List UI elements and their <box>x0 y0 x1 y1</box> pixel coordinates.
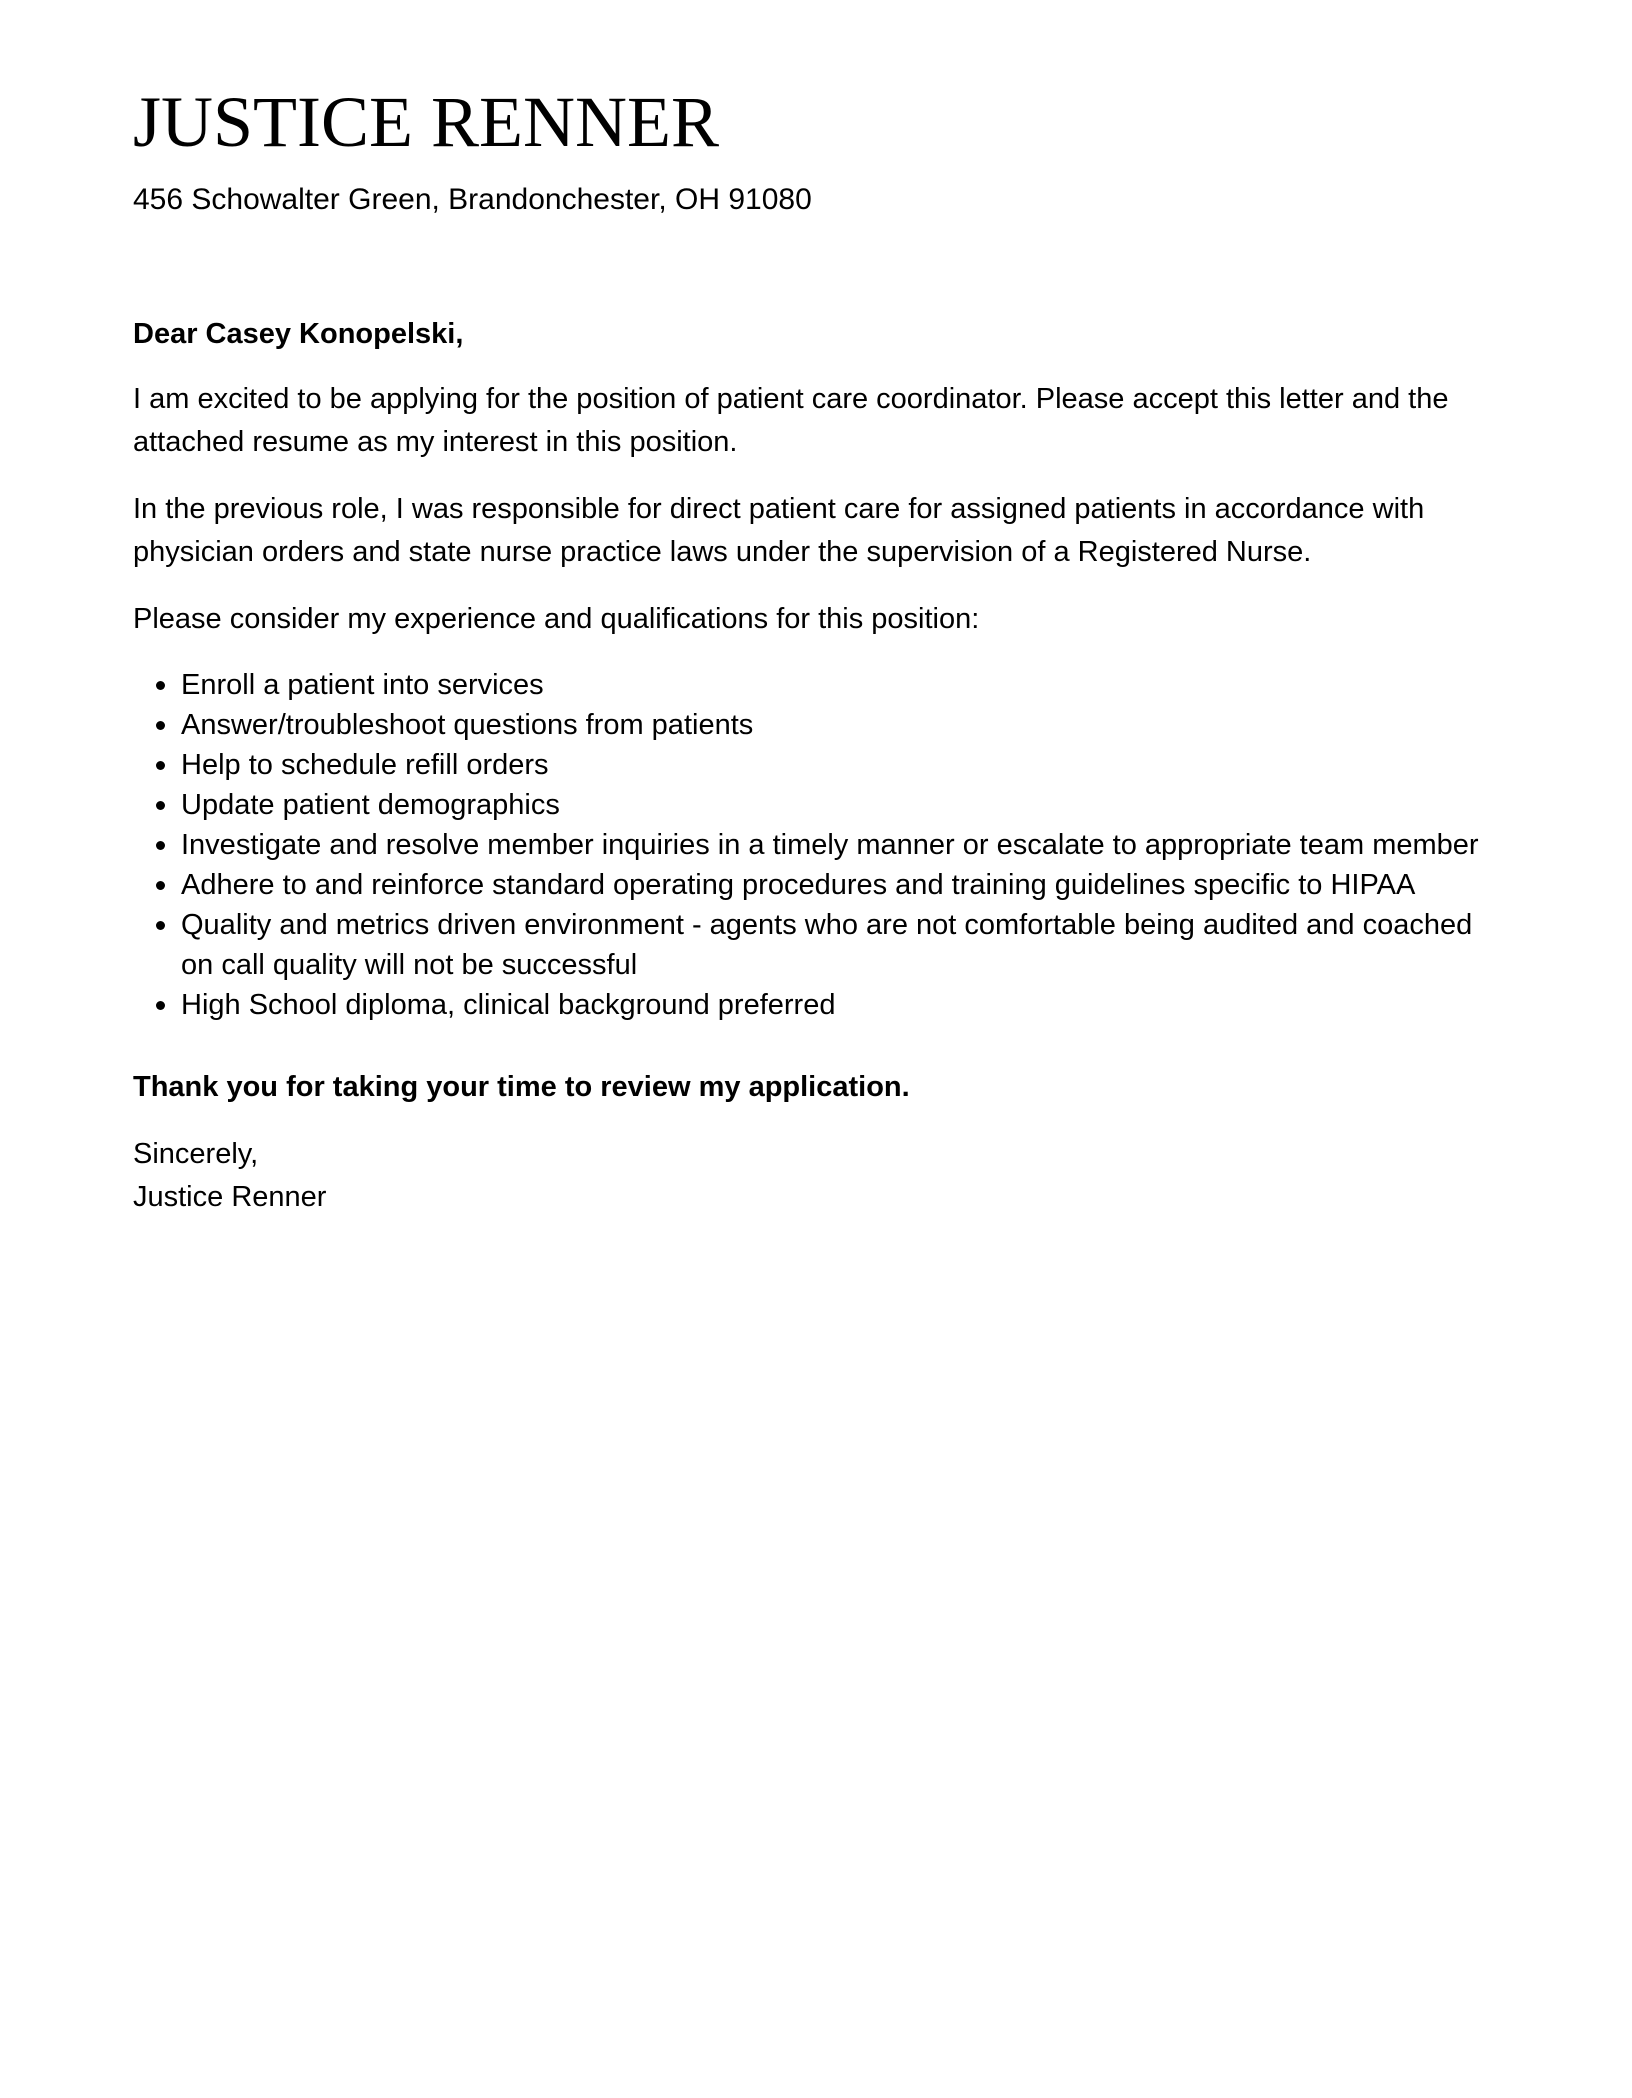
list-item <box>181 865 1501 905</box>
list-item-text: Answer/troubleshoot questions from patients <box>181 709 754 741</box>
bullet-icon <box>156 681 165 690</box>
bullet-icon <box>156 841 165 850</box>
list-item <box>181 905 1501 985</box>
bullet-icon <box>156 721 165 730</box>
list-item <box>181 825 1501 865</box>
applicant-name: JUSTICE RENNER <box>133 82 720 162</box>
thanks-line: Thank you for taking your time to review my application. <box>133 1071 910 1103</box>
intro-paragraph: I am excited to be applying for the position of patient care coordinator. Please accept this letter and the attached resume as my interest in this position. <box>133 383 1449 458</box>
list-item-text: High School diploma, clinical background preferred <box>181 989 836 1021</box>
list-item-text: Help to schedule refill orders <box>181 749 549 781</box>
salutation: Dear Casey Konopelski, <box>133 318 464 350</box>
list-item-text: Investigate and resolve member inquiries in a timely manner or escalate to appropriate team member <box>181 829 1479 861</box>
list-item <box>181 705 1501 745</box>
qualifications-intro: Please consider my experience and qualifications for this position: <box>133 603 980 635</box>
experience-paragraph: In the previous role, I was responsible for direct patient care for assigned patients in accordance with physician orders and state nurse practice laws under the supervision of a Registered Nurse. <box>133 493 1425 568</box>
list-item-text: Update patient demographics <box>181 789 560 821</box>
signature-name: Justice Renner <box>133 1181 327 1213</box>
list-item <box>181 665 1501 705</box>
bullet-icon <box>156 921 165 930</box>
list-item-text: Adhere to and reinforce standard operating procedures and training guidelines specific to HIPAA <box>181 869 1416 901</box>
closing: Sincerely, <box>133 1138 259 1170</box>
bullet-icon <box>156 1001 165 1010</box>
bullet-icon <box>156 801 165 810</box>
list-item <box>181 985 1501 1025</box>
list-item <box>181 785 1501 825</box>
applicant-address: 456 Schowalter Green, Brandonchester, OH 91080 <box>133 183 812 216</box>
list-item <box>181 745 1501 785</box>
list-item-text: Quality and metrics driven environment - agents who are not comfortable being audited and coached on call quality will not be successful <box>181 909 1473 981</box>
qualifications-list <box>133 665 1501 1025</box>
bullet-icon <box>156 881 165 890</box>
list-item-text: Enroll a patient into services <box>181 669 544 701</box>
bullet-icon <box>156 761 165 770</box>
letter-content <box>133 78 1493 1219</box>
